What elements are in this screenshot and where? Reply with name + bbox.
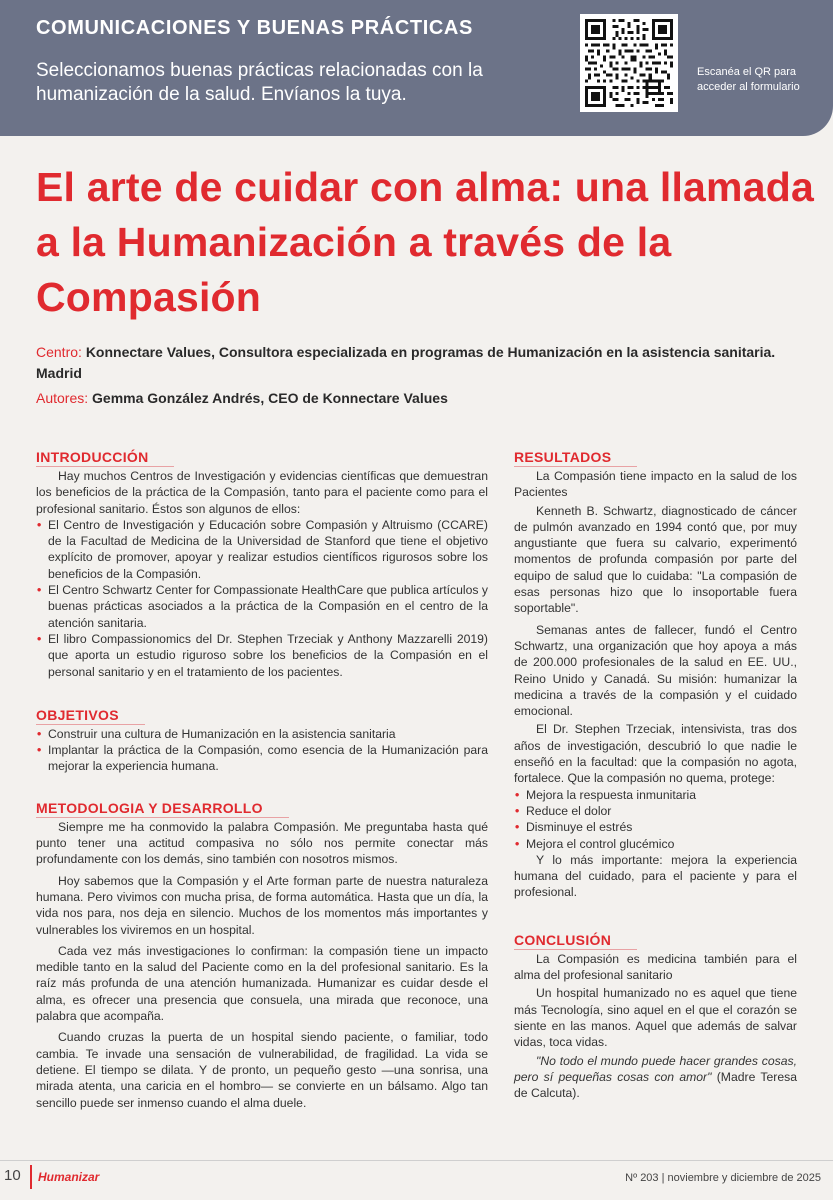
metodologia-paragraph: Hoy sabemos que la Compasión y el Arte forman parte de nuestra naturaleza humana. Pero vivimos con mucha prisa, de forma automática. Hasta que un día, la vida nos para, nos deja en silencio. Muchos de los momentos más importantes y vulnerables los viviremos en un hospital. (36, 873, 488, 937)
introduccion-section (36, 448, 488, 680)
resultados-list (514, 787, 797, 852)
header-band (0, 0, 833, 136)
qr-code[interactable] (580, 14, 678, 112)
brand-logo: Humanizar (38, 1170, 100, 1184)
list-item: • El Centro de Investigación y Educación sobre Compasión y Altruismo (CCARE) de la Facultad de Medicina de la Universidad de Stanford que tiene el objetivo explícito de promover, apoyar y realizar estudios científicos rigurosos sobre los beneficios de la Compasión. (36, 517, 488, 582)
conclusion-heading: CONCLUSIÓN (514, 931, 637, 950)
metodologia-heading: METODOLOGIA Y DESARROLLO (36, 799, 289, 818)
issue-info: Nº 203 | noviembre y diciembre de 2025 (625, 1172, 821, 1184)
list-item: • Mejora el control glucémico (514, 836, 797, 852)
list-item: • Implantar la práctica de la Compasión, como esencia de la Humanización para mejorar la experiencia humana. (36, 742, 488, 775)
qr-caption: Escanéa el QR para acceder al formulario (697, 66, 800, 93)
conclusion-paragraph: Un hospital humanizado no es aquel que tiene más Tecnología, sino aquel en el que el corazón se siente en las manos. Aquel que además de salvar vidas, toca vidas. (514, 986, 797, 1050)
centro-value: Konnectare Values, Consultora especializada en programas de Humanización en la asistencia sanitaria. Madrid (36, 344, 776, 381)
left-column (36, 448, 488, 1111)
right-column (514, 448, 797, 1101)
list-item: • Reduce el dolor (514, 803, 797, 819)
resultados-heading: RESULTADOS (514, 448, 637, 467)
article-title: El arte de cuidar con alma: una llamada a la Humanización a través de la Compasión (36, 164, 814, 320)
objetivos-heading: OBJETIVOS (36, 706, 145, 725)
resultados-paragraph: Kenneth B. Schwartz, diagnosticado de cáncer de pulmón avanzado en 1994 contó que, por muy angustiante que fuera su calvario, experimentó momentos de profunda compasión por parte del equipo de salud que lo cuidaba: "La compasión de esas personas hizo que lo insoportable fuera soportable". (514, 503, 797, 616)
page-number: 10 (4, 1167, 21, 1184)
resultados-paragraph: La Compasión tiene impacto en la salud de los Pacientes (514, 469, 797, 500)
quote-text: "No todo el mundo puede hacer grandes cosas, pero sí pequeñas cosas con amor" (514, 1053, 797, 1084)
introduccion-list (36, 517, 488, 680)
list-item: • El libro Compassionomics del Dr. Stephen Trzeciak y Anthony Mazzarelli 2019) que aporta un estudio riguroso sobre los beneficios de la Compasión en el personal sanitario y en el tratamiento de los pacientes. (36, 631, 488, 680)
introduccion-paragraph: Hay muchos Centros de Investigación y evidencias científicas que demuestran los beneficios de la práctica de la Compasión, tanto para el paciente como para el profesional sanitario. Éstos son algunos de ellos: (36, 469, 488, 516)
autores-label: Autores: (36, 390, 89, 406)
list-item: • El Centro Schwartz Center for Compassionate HealthCare que publica artículos y buenas prácticas asociados a la práctica de la Compasión en el centro de la atención sanitaria. (36, 582, 488, 631)
quote-author: (Madre Teresa de Calcuta). (514, 1069, 797, 1101)
section-subtitle: Seleccionamos buenas prácticas relacionadas con la humanización de la salud. Envíanos la tuya. (36, 60, 483, 105)
resultados-section (514, 448, 797, 901)
centro-label: Centro: (36, 344, 82, 360)
list-item: • Mejora la respuesta inmunitaria (514, 787, 797, 803)
footer-divider (0, 1160, 833, 1161)
section-title: COMUNICACIONES Y BUENAS PRÁCTICAS (36, 17, 473, 39)
conclusion-quote (514, 1053, 797, 1102)
objetivos-section (36, 706, 488, 775)
objetivos-list (36, 726, 488, 775)
resultados-paragraph: Semanas antes de fallecer, fundó el Centro Schwartz, una organización que hoy apoya a más de 200.000 profesionales de la salud en EE. UU., Reino Unido y Canadá. Su misión: humanizar la medicina a través de la compasión y el cuidado emocional. (514, 622, 797, 719)
list-item: • Construir una cultura de Humanización en la asistencia sanitaria (36, 726, 488, 742)
brand-divider (30, 1165, 32, 1189)
qr-code-icon (585, 19, 673, 107)
autores-value: Gemma González Andrés, CEO de Konnectare Values (92, 390, 448, 406)
metodologia-paragraph: Siempre me ha conmovido la palabra Compasión. Me preguntaba hasta qué punto tener una actitud compasiva no sólo nos permite conectar más profundamente con los demás, sino también con nosotros mismos. (36, 819, 488, 867)
metodologia-section (36, 799, 488, 1111)
resultados-paragraph: Y lo más importante: mejora la experiencia humana del cuidado, para el paciente y para el profesional. (514, 852, 797, 900)
resultados-paragraph: El Dr. Stephen Trzeciak, intensivista, tras dos años de investigación, descubrió lo que nadie le enseñó en la facultad: que la compasión no agota, fortalece. Que la compasión no quema, protege: (514, 722, 797, 786)
list-item: • Disminuye el estrés (514, 819, 797, 835)
introduccion-heading: INTRODUCCIÓN (36, 448, 174, 467)
conclusion-paragraph: La Compasión es medicina también para el alma del profesional sanitario (514, 951, 797, 983)
metodologia-paragraph: Cuando cruzas la puerta de un hospital siendo paciente, o familiar, todo cambia. Te invade una sensación de vulnerabilidad, de fragilidad. La vida se detiene. El tiempo se dilata. Y de pronto, un pequeño gesto —una sonrisa, una mirada atenta, una caricia en el hombro— se convierte en un bálsamo. Algo tan sencillo puede ser inmenso cuando el alma duele. (36, 1030, 488, 1110)
conclusion-section (514, 931, 797, 1102)
article-autores (36, 388, 816, 409)
article-centro (36, 342, 816, 384)
metodologia-paragraph: Cada vez más investigaciones lo confirman: la compasión tiene un impacto medible tanto en la salud del Paciente como en la del profesional sanitario. Es la raíz más profunda de una atención humanizada. Humanizar es cuidar desde el alma, es ofrecer una presencia que consuela, una mirada que reconoce, una palabra que acompaña. (36, 943, 488, 1024)
